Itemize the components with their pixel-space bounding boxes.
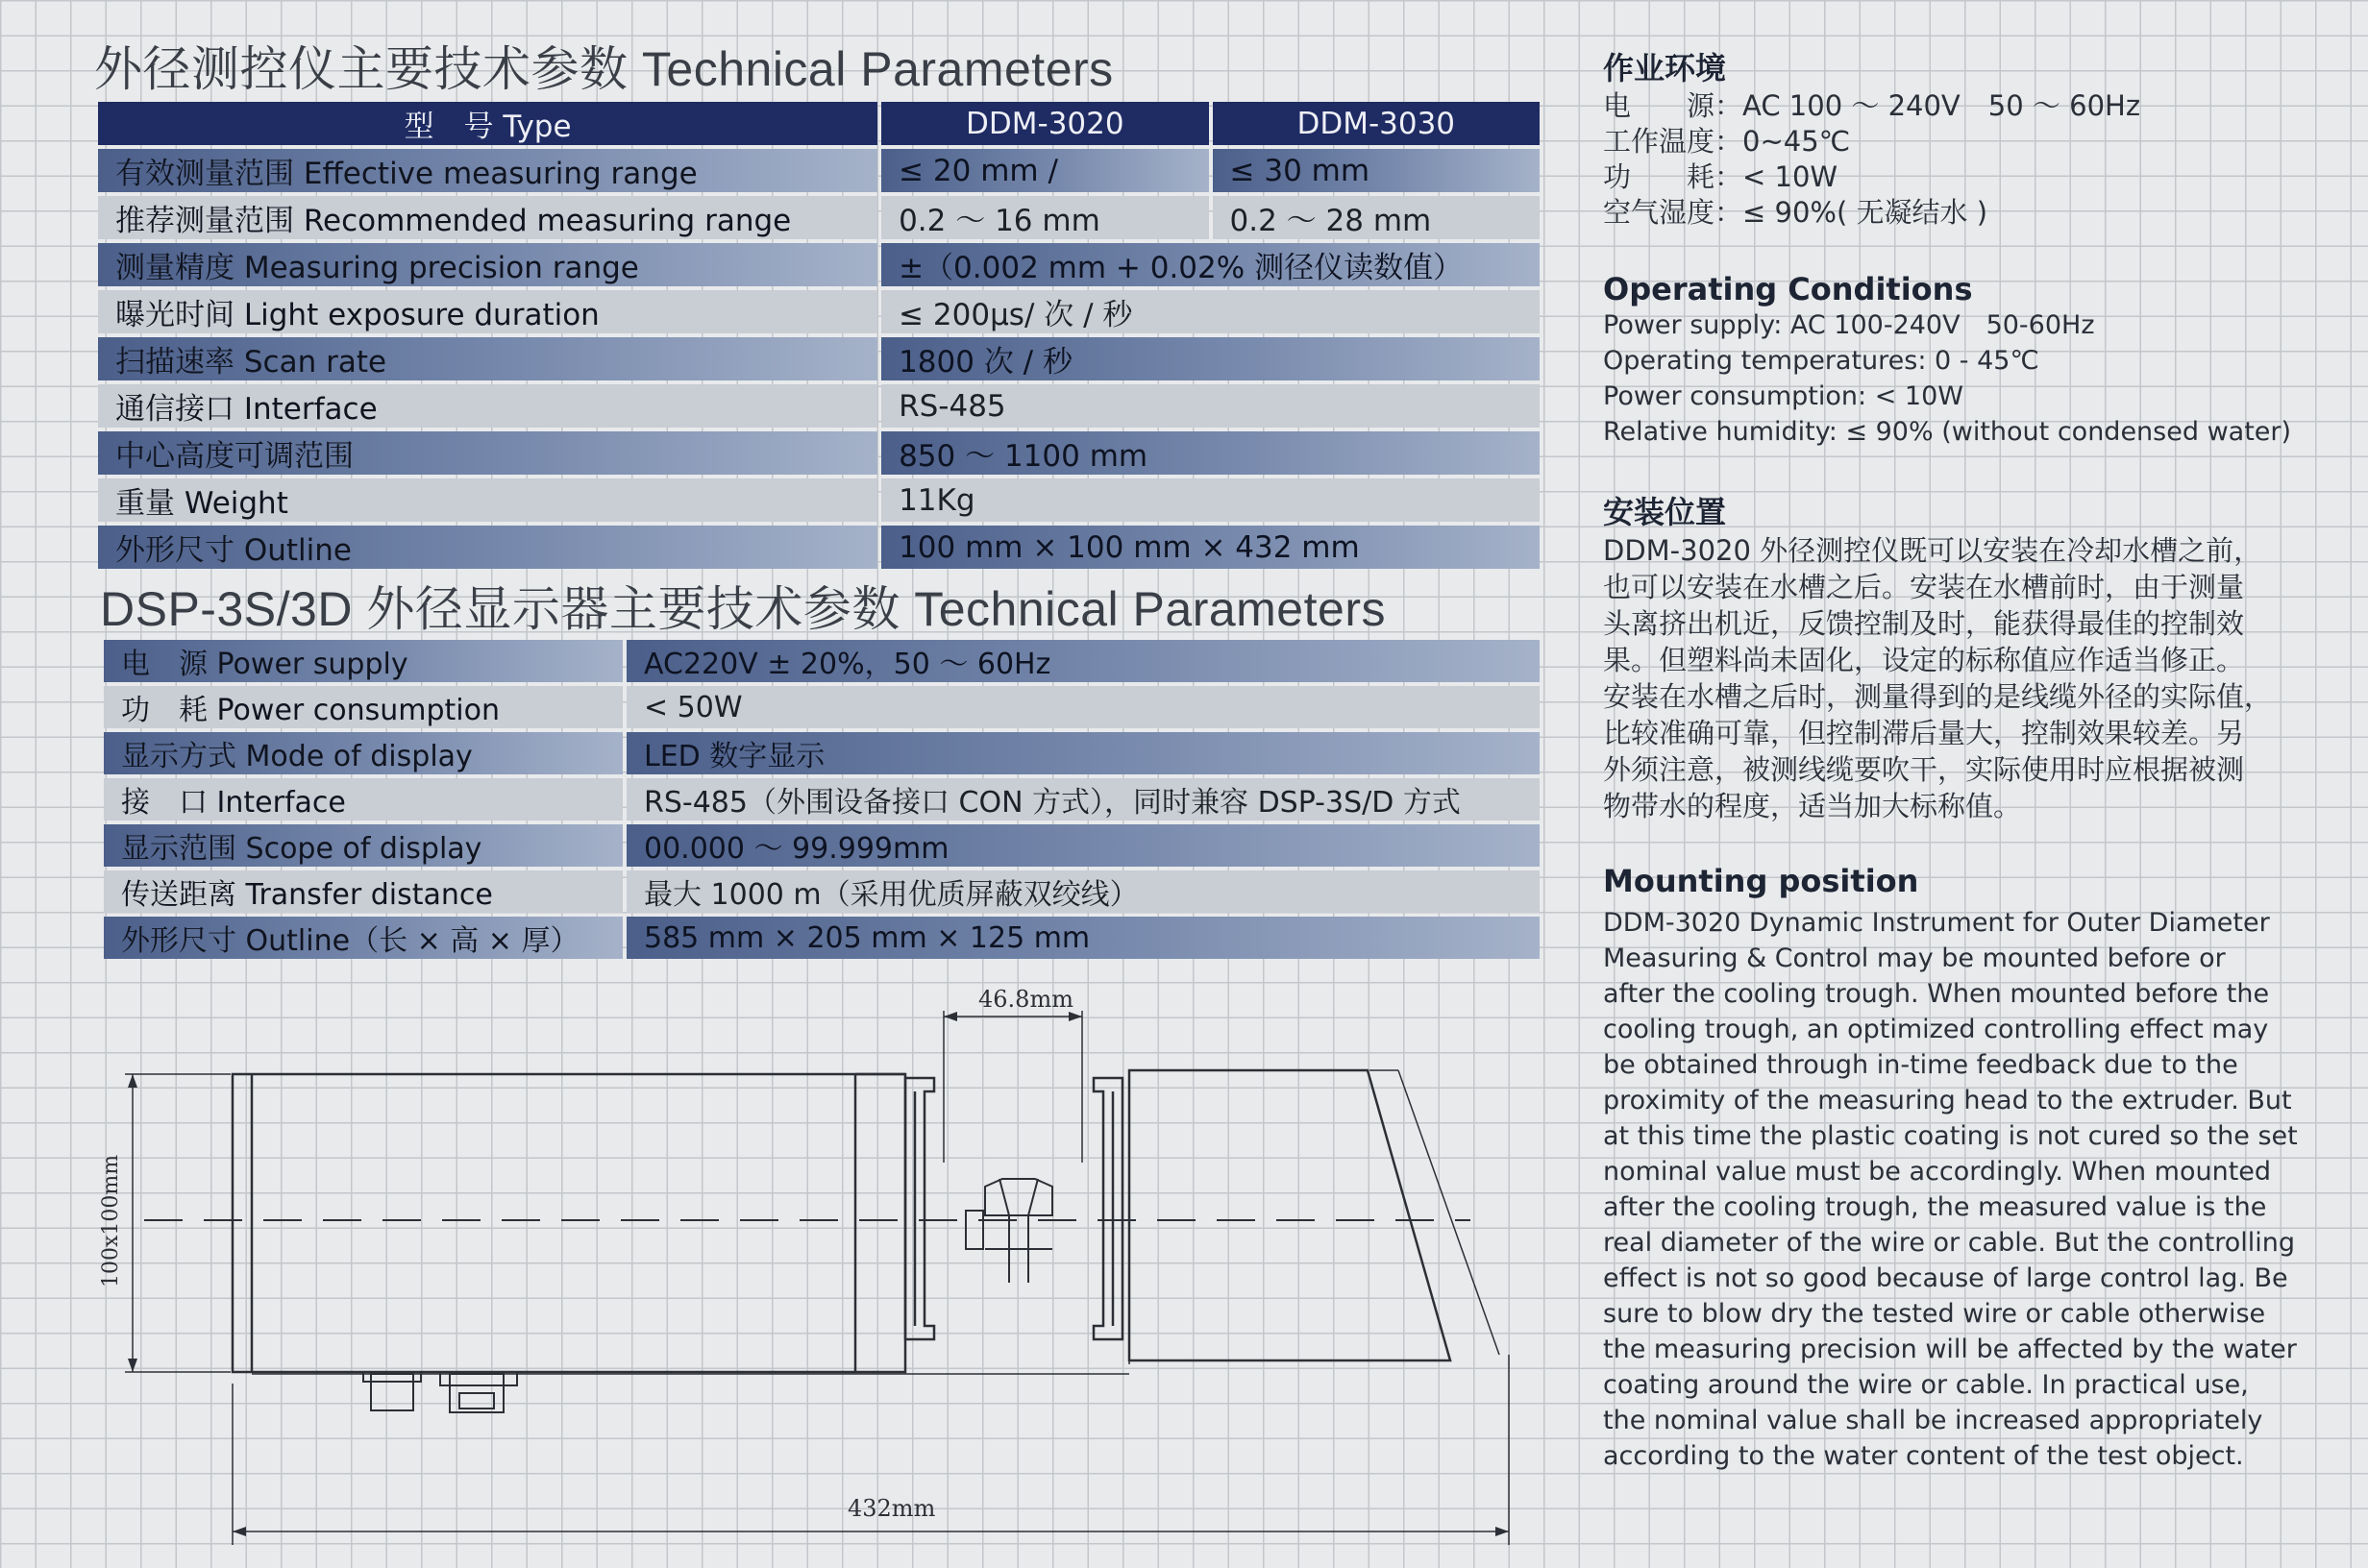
table-row	[104, 778, 1540, 821]
row-value: 0.2 ～ 16 mm	[881, 196, 1208, 239]
mount-en-line: real diameter of the wire or cable. But the controlling	[1603, 1228, 2296, 1258]
row-label: 外形尺寸 Outline	[98, 526, 877, 569]
mount-en-line: cooling trough, an optimized controlling effect may	[1603, 1015, 2269, 1044]
dim-top-label: 46.8mm	[978, 986, 1073, 1013]
mount-en-line: be obtained through in-time feedback due to the	[1603, 1050, 2238, 1080]
mount-cn-block	[1603, 488, 2276, 824]
row-label: 推荐测量范围 Recommended measuring range	[98, 196, 877, 239]
row-value: AC220V ± 20%，50 ～ 60Hz	[627, 640, 1540, 682]
mount-cn-text	[1603, 532, 2276, 824]
table-row	[98, 243, 1540, 286]
mount-en-line: the measuring precision will be affected by the water	[1603, 1335, 2297, 1364]
table-row	[104, 870, 1540, 913]
mount-en-line: sure to blow dry the tested wire or cable otherwise	[1603, 1299, 2266, 1329]
row-value: LED 数字显示	[627, 732, 1540, 774]
mount-en-line: the nominal value shall be increased appropriately	[1603, 1406, 2263, 1435]
row-label: 曝光时间 Light exposure duration	[98, 290, 877, 333]
row-value: RS-485（外围设备接口 CON 方式），同时兼容 DSP-3S/D 方式	[627, 778, 1540, 821]
table-row	[104, 917, 1540, 959]
env-cn-line: 空气湿度：≤ 90%( 无凝结水 )	[1603, 196, 1988, 229]
mount-en-line: DDM-3020 Dynamic Instrument for Outer Diameter	[1603, 908, 2270, 938]
mount-en-line: Measuring & Control may be mounted before or	[1603, 943, 2226, 973]
row-value: 850 ～ 1100 mm	[881, 431, 1540, 475]
table-row	[104, 732, 1540, 774]
env-en-line: Operating temperatures: 0 - 45℃	[1603, 346, 2039, 376]
env-en-line: Power supply: AC 100-240V 50-60Hz	[1603, 310, 2095, 340]
dsp-parameters-table	[100, 636, 1543, 963]
mount-cn-line: 果。但塑料尚未固化，设定的标称值应作适当修正。	[1603, 644, 2245, 676]
model-ddm3020-header: DDM-3020	[881, 102, 1208, 145]
dim-bottom-label: 432mm	[848, 1495, 936, 1522]
env-en-line: Relative humidity: ≤ 90% (without condensed water)	[1603, 417, 2292, 447]
mount-cn-line: 外须注意，被测线缆要吹干，实际使用时应根据被测	[1603, 753, 2245, 786]
table-row	[98, 431, 1540, 475]
row-value: ≤ 200μs/ 次 / 秒	[881, 290, 1540, 333]
mount-en-text	[1603, 905, 2298, 1474]
row-label: 电 源 Power supply	[104, 640, 623, 682]
type-header: 型 号 Type	[98, 102, 877, 145]
row-label: 接 口 Interface	[104, 778, 623, 821]
row-value: < 50W	[627, 686, 1540, 728]
row-label: 功 耗 Power consumption	[104, 686, 623, 728]
mount-cn-line: 安装在水槽之后时，测量得到的是线缆外径的实际值，	[1603, 680, 2273, 713]
env-cn-title: 作业环境	[1603, 50, 1727, 86]
section1-title: 外径测控仪主要技术参数 Technical Parameters	[94, 42, 1114, 96]
mount-cn-line: 比较准确可靠，但控制滞后量大，控制效果较差。另	[1603, 717, 2245, 749]
table-row	[104, 640, 1540, 682]
row-label: 显示方式 Mode of display	[104, 732, 623, 774]
row-label: 有效测量范围 Effective measuring range	[98, 149, 877, 192]
row-label: 重量 Weight	[98, 478, 877, 522]
mount-en-line: according to the water content of the test object.	[1603, 1441, 2244, 1471]
table-row	[98, 196, 1540, 239]
table-header-row	[98, 102, 1540, 145]
mount-en-line: after the cooling trough, the measured value is the	[1603, 1192, 2267, 1222]
table-row	[104, 824, 1540, 867]
mount-en-line: effect is not so good because of large control lag. Be	[1603, 1263, 2288, 1293]
row-label: 扫描速率 Scan rate	[98, 337, 877, 380]
env-en-line: Power consumption: < 10W	[1603, 381, 1963, 411]
instrument-drawing	[86, 970, 1547, 1556]
mount-cn-title: 安装位置	[1603, 494, 1727, 530]
row-value: ≤ 20 mm /	[881, 149, 1208, 192]
table-row	[98, 478, 1540, 522]
mount-en-title: Mounting position	[1603, 863, 1919, 899]
row-label: 测量精度 Measuring precision range	[98, 243, 877, 286]
table-row	[98, 290, 1540, 333]
row-label: 显示范围 Scope of display	[104, 824, 623, 867]
mount-en-line: at this time the plastic coating is not cured so the set	[1603, 1121, 2298, 1151]
row-value: 1800 次 / 秒	[881, 337, 1540, 380]
row-label: 中心高度可调范围	[98, 431, 877, 475]
mount-cn-line: 也可以安装在水槽之后。安装在水槽前时，由于测量	[1603, 571, 2245, 603]
row-value: 11Kg	[881, 478, 1540, 522]
mount-cn-line: 物带水的程度，适当加大标称值。	[1603, 790, 2022, 822]
row-label: 传送距离 Transfer distance	[104, 870, 623, 913]
mount-cn-line: DDM-3020 外径测控仪既可以安装在冷却水槽之前，	[1603, 534, 2262, 567]
row-value: RS-485	[881, 384, 1540, 428]
ddm-parameters-table	[94, 98, 1543, 573]
mount-en-line: after the cooling trough. When mounted before the	[1603, 979, 2270, 1009]
env-cn-line: 工作温度：0~45℃	[1603, 125, 1851, 158]
row-value: 585 mm × 205 mm × 125 mm	[627, 917, 1540, 959]
row-value: 100 mm × 100 mm × 432 mm	[881, 526, 1540, 569]
table-row	[104, 686, 1540, 728]
section2-title: DSP-3S/3D 外径显示器主要技术参数 Technical Parameters	[100, 582, 1386, 636]
model-ddm3030-header: DDM-3030	[1213, 102, 1540, 145]
row-value: 最大 1000 m（采用优质屏蔽双绞线）	[627, 870, 1540, 913]
env-cn-line: 功 耗：< 10W	[1603, 160, 1838, 193]
mount-en-line: proximity of the measuring head to the extruder. But	[1603, 1086, 2292, 1115]
row-value: ≤ 30 mm	[1213, 149, 1540, 192]
row-value: ±（0.002 mm + 0.02% 测径仪读数值）	[881, 243, 1540, 286]
table-row	[98, 526, 1540, 569]
dim-side-label: 100x100mm	[99, 1154, 123, 1287]
mount-en-block	[1603, 863, 2298, 1474]
row-label: 外形尺寸 Outline（长 × 高 × 厚）	[104, 917, 623, 959]
mount-en-line: nominal value must be accordingly. When mounted	[1603, 1157, 2272, 1187]
env-cn-line: 电 源：AC 100 ～ 240V 50 ～ 60Hz	[1603, 89, 2141, 122]
env-en-block	[1603, 271, 2291, 450]
table-row	[98, 149, 1540, 192]
table-row	[98, 337, 1540, 380]
row-label: 通信接口 Interface	[98, 384, 877, 428]
row-value: 0.2 ～ 28 mm	[1213, 196, 1540, 239]
row-value: 00.000 ～ 99.999mm	[627, 824, 1540, 867]
table-row	[98, 384, 1540, 428]
env-cn-block	[1603, 44, 2140, 231]
env-en-title: Operating Conditions	[1603, 271, 1973, 307]
mount-en-line: coating around the wire or cable. In practical use,	[1603, 1370, 2249, 1400]
mount-cn-line: 头离挤出机近，反馈控制及时，能获得最佳的控制效	[1603, 607, 2245, 640]
